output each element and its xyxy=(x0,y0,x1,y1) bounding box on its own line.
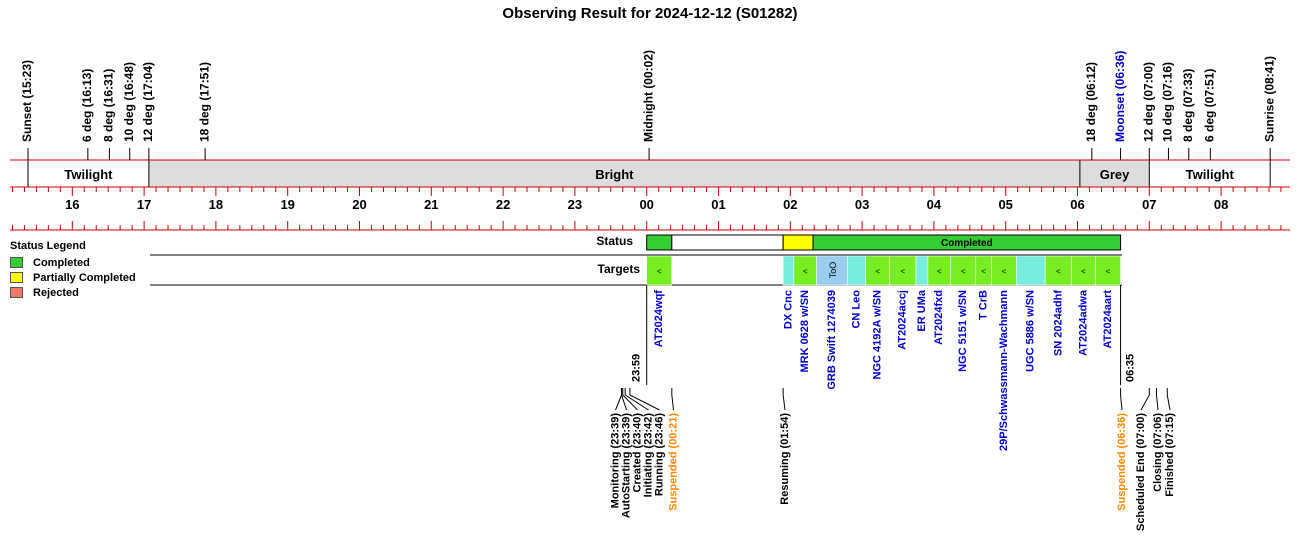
legend-item-rejected xyxy=(10,286,136,301)
log-event-leader-10 xyxy=(1167,395,1170,410)
hour-label-21: 21 xyxy=(424,197,439,212)
period-label-3: Twilight xyxy=(1185,167,1234,182)
legend-title: Status Legend xyxy=(10,240,86,252)
log-event-leader-9 xyxy=(1156,395,1158,410)
sky-event-label-0: Sunset (15:23) xyxy=(20,59,35,142)
chart-title: Observing Result for 2024-12-12 (S01282) xyxy=(502,5,798,22)
target-name-1: DX Cnc xyxy=(782,290,795,330)
sky-event-label-6: Midnight (00:02) xyxy=(641,50,656,142)
target-mark-13: < xyxy=(1056,267,1061,276)
sky-event-label-13: Sunrise (08:41) xyxy=(1262,55,1277,142)
sky-event-label-1: 6 deg (16:13) xyxy=(80,68,95,142)
target-box-7 xyxy=(916,256,928,285)
status-segment-2 xyxy=(783,235,813,250)
log-event-leader-8 xyxy=(1141,395,1149,410)
target-name-12: UGC 5886 w/SN xyxy=(1024,290,1037,372)
hour-label-01: 01 xyxy=(711,197,726,212)
log-event-label-9: Closing (07:06) xyxy=(1151,413,1164,492)
log-event-label-1: AutoStarting (23:39) xyxy=(620,413,633,519)
status-row-label: Status xyxy=(596,234,633,248)
target-mark-8: < xyxy=(936,267,942,276)
period-label-1: Bright xyxy=(595,167,634,182)
hour-label-07: 07 xyxy=(1142,197,1157,212)
target-name-4: CN Leo xyxy=(850,290,863,329)
target-mark-15: < xyxy=(1105,267,1111,276)
hour-label-06: 06 xyxy=(1070,197,1085,212)
status-legend xyxy=(10,240,136,301)
log-event-leader-1 xyxy=(622,395,627,410)
target-name-3: GRB Swift 1274039 xyxy=(826,290,839,390)
period-label-0: Twilight xyxy=(64,167,113,182)
status-segment-0 xyxy=(647,235,672,250)
legend-swatch-partial xyxy=(10,272,23,283)
legend-label-rejected: Rejected xyxy=(33,287,79,299)
hour-label-16: 16 xyxy=(65,197,80,212)
target-name-2: MRK 0628 w/SN xyxy=(799,290,812,373)
end-time-label: 06:35 xyxy=(1124,353,1137,382)
hour-label-08: 08 xyxy=(1213,197,1229,212)
sky-event-label-3: 10 deg (16:48) xyxy=(121,61,136,142)
legend-item-partial xyxy=(10,271,136,286)
target-name-10: T CrB xyxy=(977,290,990,320)
hour-label-22: 22 xyxy=(495,197,511,212)
legend-item-completed xyxy=(10,256,136,271)
target-name-8: AT2024fxd xyxy=(933,290,946,345)
log-event-leader-6 xyxy=(783,395,785,410)
target-name-5: NGC 4192A w/SN xyxy=(871,290,884,380)
sky-event-label-9: 12 deg (07:00) xyxy=(1141,61,1156,142)
sky-event-label-5: 18 deg (17:51) xyxy=(197,61,212,142)
target-box-4 xyxy=(848,256,866,285)
status-segment-text-3: Completed xyxy=(940,238,993,249)
sky-event-label-7: 18 deg (06:12) xyxy=(1084,61,1099,142)
target-mark-14: < xyxy=(1081,267,1086,276)
hour-label-18: 18 xyxy=(208,197,224,212)
start-time-label: 23:59 xyxy=(630,353,643,382)
target-mark-11: < xyxy=(1001,267,1007,276)
legend-label-partial: Partially Completed xyxy=(33,272,136,284)
log-event-label-2: Created (23:40) xyxy=(631,413,644,493)
legend-label-completed: Completed xyxy=(33,257,90,269)
legend-swatch-completed xyxy=(10,257,23,268)
sky-event-label-10: 10 deg (07:16) xyxy=(1160,61,1175,142)
log-event-label-5: Suspended (00:21) xyxy=(667,413,680,511)
target-name-6: AT2024accj xyxy=(896,290,909,350)
target-mark-6: < xyxy=(900,267,906,276)
sky-event-label-2: 8 deg (16:31) xyxy=(101,68,116,142)
hour-label-17: 17 xyxy=(136,197,152,212)
hour-label-19: 19 xyxy=(280,197,295,212)
log-event-label-6: Resuming (01:54) xyxy=(778,413,791,505)
hour-label-03: 03 xyxy=(854,197,870,212)
target-box-1 xyxy=(783,256,794,285)
log-event-label-10: Finished (07:15) xyxy=(1163,413,1176,497)
target-box-12 xyxy=(1016,256,1045,285)
target-name-9: NGC 5151 w/SN xyxy=(957,289,970,372)
hour-label-05: 05 xyxy=(998,197,1013,212)
target-name-13: SN 2024adhf xyxy=(1052,290,1065,357)
log-event-label-3: Initiating (23:42) xyxy=(642,413,655,498)
hour-label-04: 04 xyxy=(926,197,942,212)
log-event-label-7: Suspended (06:36) xyxy=(1115,413,1128,511)
target-mark-3: ToO xyxy=(828,261,839,279)
target-mark-0: < xyxy=(656,267,662,276)
target-name-0: AT2024wqf xyxy=(653,290,666,348)
target-name-11: 29P/Schwassmann-Wachmann xyxy=(997,290,1010,451)
status-segment-1 xyxy=(672,235,783,250)
target-mark-9: < xyxy=(960,267,966,276)
target-mark-5: < xyxy=(875,267,880,276)
target-name-7: ER UMa xyxy=(915,290,928,332)
target-mark-2: < xyxy=(802,267,808,276)
log-event-leader-0 xyxy=(616,395,622,410)
log-event-label-8: Scheduled End (07:00) xyxy=(1134,413,1147,531)
legend-swatch-rejected xyxy=(10,287,23,298)
period-label-2: Grey xyxy=(1099,167,1130,182)
log-event-leader-7 xyxy=(1121,395,1122,410)
target-name-14: AT2024adwa xyxy=(1077,290,1090,356)
log-event-label-0: Monitoring (23:39) xyxy=(609,413,622,509)
sky-event-label-11: 8 deg (07:33) xyxy=(1180,68,1195,142)
sky-event-label-12: 6 deg (07:51) xyxy=(1202,68,1217,142)
target-mark-10: < xyxy=(981,267,986,276)
hour-label-20: 20 xyxy=(352,197,367,212)
hour-label-23: 23 xyxy=(567,197,583,212)
sky-event-label-8: Moonset (06:36) xyxy=(1112,50,1127,142)
target-name-15: AT2024aart xyxy=(1101,290,1114,349)
hour-label-00: 00 xyxy=(639,197,654,212)
sky-event-label-4: 12 deg (17:04) xyxy=(141,61,156,142)
log-event-label-4: Running (23:46) xyxy=(653,413,666,497)
hour-label-02: 02 xyxy=(783,197,798,212)
log-event-leader-5 xyxy=(672,395,674,410)
targets-row-label: Targets xyxy=(597,262,640,276)
